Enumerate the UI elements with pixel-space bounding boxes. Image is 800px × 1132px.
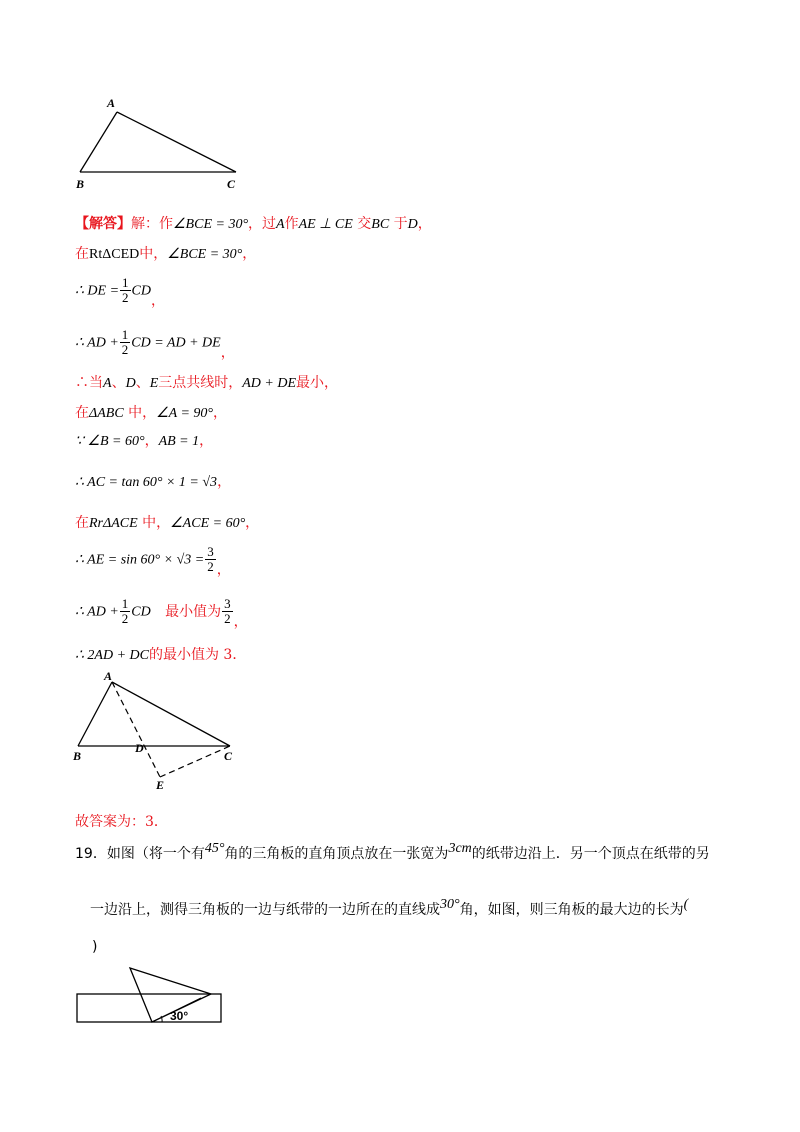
solution-line-6: 在ΔABC 中，∠A = 90°， <box>75 405 228 421</box>
fraction: $\frac{3}{2}$ <box>224 596 231 626</box>
fig2-label-c: C <box>224 749 233 763</box>
solution-line-4: ∴ AD + $\frac{1}{2}$ CD = AD + DE， <box>75 327 235 361</box>
fig2-label-b: B <box>73 749 82 763</box>
solution-line-8: ∴ AC = tan 60° × 1 = √3， <box>75 474 232 490</box>
question-19-line-2: 一边沿上，测得三角板的一边与纸带的一边所在的直线成30°角，如图，则三角板的最大边的长为( <box>90 897 689 918</box>
solution-line-1: 【解答】解：作∠BCE = 30°，过A作AE ⊥ CE 交BC 于D， <box>75 216 432 232</box>
fraction: $\frac{1}{2}$ <box>121 327 129 357</box>
fraction: $\frac{1}{2}$ <box>121 596 129 626</box>
solution-line-7: ∵ ∠B = 60°，AB = 1， <box>75 433 214 449</box>
answer-tag: 【解答】 <box>75 216 131 232</box>
solution-line-2: 在RtΔCED中，∠BCE = 30°， <box>75 246 257 262</box>
solution-line-12: ∴ 2AD + DC的最小值为 3． <box>75 647 247 663</box>
solution-line-9: 在RrΔACE 中，∠ACE = 60°， <box>75 515 260 531</box>
solution-line-10: ∴ AE = sin 60° × √3 = $\frac{3}{2}$ ， <box>75 544 231 578</box>
angle-label-30: 30° <box>170 1009 189 1023</box>
fig2-label-a: A <box>104 669 113 683</box>
solution-line-5: ∴当A、D、E三点共线时，AD + DE最小， <box>75 375 339 391</box>
solution-line-3: ∴ DE = $\frac{1}{2}$ CD， <box>75 275 165 309</box>
solution-line-11: ∴ AD + $\frac{1}{2}$ CD 最小值为 $\frac{3}{2}$ ， <box>75 596 248 630</box>
paper-strip-figure <box>70 958 230 1028</box>
fraction: $\frac{3}{2}$ <box>207 544 214 574</box>
answer-line: 故答案为：3． <box>75 814 168 830</box>
fig2-label-d: D <box>135 741 144 755</box>
fraction: $\frac{1}{2}$ <box>122 275 129 305</box>
question-19-line-1: 19．如图（将一个有45°角的三角板的直角顶点放在一张宽为3cm的纸带边沿上．另一个顶点在纸带的另 <box>75 841 710 862</box>
fig1-label-c: C <box>227 177 236 191</box>
question-19-line-3: ) <box>92 939 98 955</box>
fig2-label-e: E <box>156 778 165 792</box>
triangle-figure-1 <box>70 95 250 195</box>
fig1-label-b: B <box>76 177 85 191</box>
fig1-label-a: A <box>107 96 116 110</box>
